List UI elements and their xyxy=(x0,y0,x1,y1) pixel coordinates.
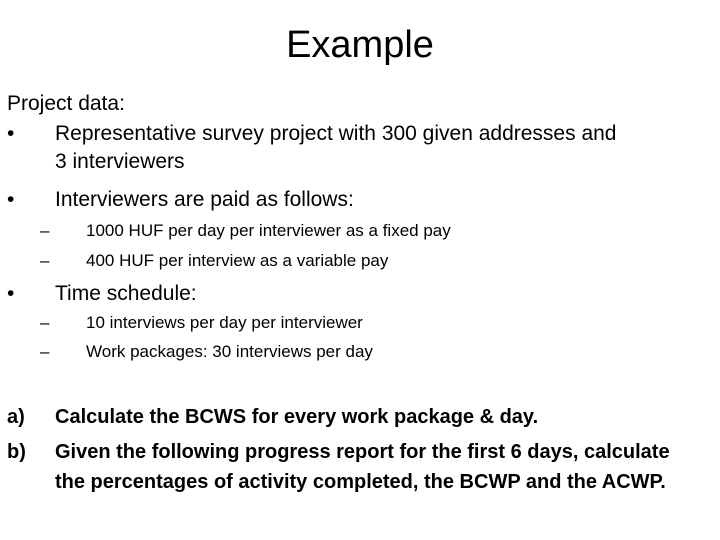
bullet-text-line: 3 interviewers xyxy=(55,150,185,173)
sub-bullet-text: 10 interviews per day per interviewer xyxy=(86,313,363,332)
bullet-text-line: Interviewers are paid as follows: xyxy=(55,188,354,211)
sub-bullet-text: Work packages: 30 interviews per day xyxy=(86,342,373,361)
question-label: a) xyxy=(7,406,25,428)
question-text-line: Given the following progress report for the first 6 days, calculate xyxy=(55,441,670,463)
bullet-text-line: Time schedule: xyxy=(55,282,197,305)
bullet-marker: • xyxy=(7,188,15,211)
intro-text: Project data: xyxy=(7,92,125,115)
question-label: b) xyxy=(7,441,26,463)
sub-bullet-marker: – xyxy=(40,313,50,332)
question-text-line: Calculate the BCWS for every work package & day. xyxy=(55,406,539,428)
sub-bullet-text: 1000 HUF per day per interviewer as a fixed pay xyxy=(86,221,451,240)
sub-bullet-text: 400 HUF per interview as a variable pay xyxy=(86,251,389,270)
question-text-line: the percentages of activity completed, the BCWP and the ACWP. xyxy=(55,471,666,493)
sub-bullet-marker: – xyxy=(40,221,50,240)
bullet-marker: • xyxy=(7,282,15,305)
bullet-text-line: Representative survey project with 300 given addresses and xyxy=(55,122,617,145)
sub-bullet-marker: – xyxy=(40,342,50,361)
slide-title: Example xyxy=(286,24,434,66)
bullet-marker: • xyxy=(7,122,15,145)
sub-bullet-marker: – xyxy=(40,251,50,270)
